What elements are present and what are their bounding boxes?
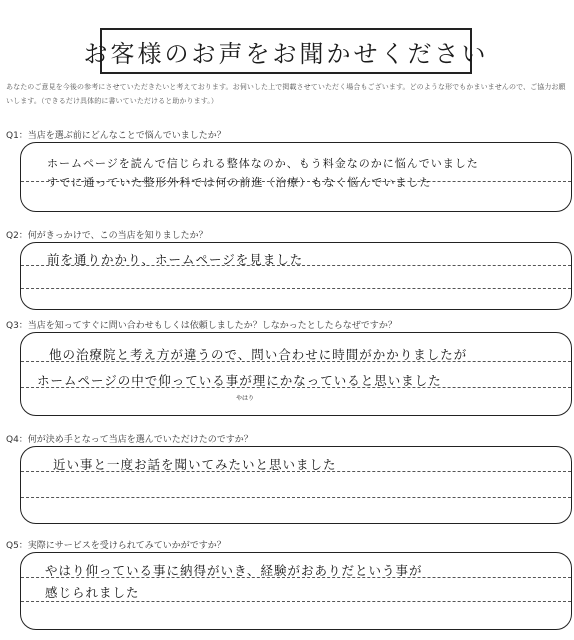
answer-box-4	[20, 446, 572, 524]
question-3-label: Q3：当店を知ってすぐに問い合わせもしくは依頼しましたか？しなかったとしたらなぜですか？	[6, 321, 397, 331]
answer-4-line-1: 近い事と一度お話を聞いてみたいと思いました	[53, 457, 337, 472]
question-4-label: Q4：何が決め手となって当店を選んでいただけたのですか？	[6, 435, 253, 445]
survey-title-box	[83, 28, 489, 74]
answer-2-line-1: 前を通りかかり、ホームページを見ました	[47, 252, 304, 267]
answer-box-5	[20, 552, 572, 630]
answer-line	[21, 288, 571, 289]
question-1-label: Q1：当店を選ぶ前にどんなことで悩んでいましたか？	[6, 131, 226, 141]
answer-line	[21, 497, 571, 498]
survey-title: お客様のお声をお聞かせください	[83, 39, 489, 68]
question-5-label: Q5：実際にサービスを受けられてみていかがですか？	[6, 541, 226, 551]
answer-box-1	[20, 142, 572, 212]
answer-box-2	[20, 242, 572, 310]
answer-1-line-2: すでに通っていた整形外科では何の前進（治療）もなく悩んでいました	[47, 176, 432, 189]
answer-3-line-2: ホームページの中で仰っている事が理にかなっていると思いました	[37, 373, 442, 388]
answer-1-line-1: ホームページを読んで信じられる整体なのか、もう料金なのかに悩んでいました	[47, 157, 479, 170]
intro-text: あなたのご意見を今後の参考にさせていただきたいと考えております。お伺いした上で掲載させていただく場合もございます。どのような形でもかまいませんので、ご協力お願いします。（できるだけ具体的に書いていただけると助かります。）	[6, 83, 566, 105]
question-2-label: Q2：何がきっかけで、この当店を知りましたか？	[6, 231, 208, 241]
answer-box-3	[20, 332, 572, 416]
answer-5-line-1: やはり仰っている事に納得がいき、経験がおありだという事が	[45, 563, 423, 578]
answer-5-line-2: 感じられました	[45, 585, 140, 600]
answer-line	[21, 601, 571, 602]
answer-3-line-1: 他の治療院と考え方が違うので、問い合わせに時間がかかりましたが	[49, 347, 468, 362]
insertion-note: やはり	[236, 395, 255, 402]
